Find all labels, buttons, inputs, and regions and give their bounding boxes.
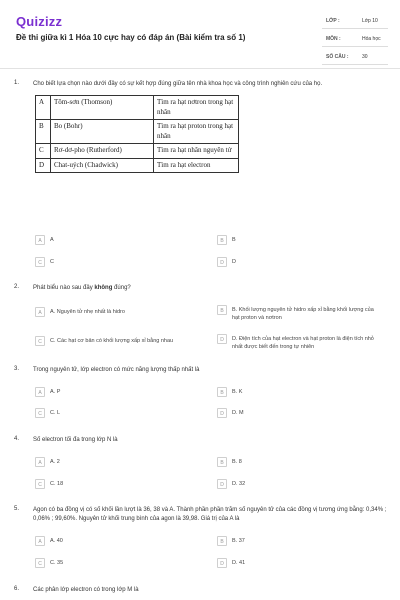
answer-option-b[interactable] [217,536,245,546]
quizizz-logo: Quizizz [16,14,63,29]
table-cell-key: C [36,144,51,159]
option-letter-badge: B [217,457,227,467]
answer-option-c[interactable] [35,558,63,568]
option-letter-badge: A [35,387,45,397]
answer-option-a[interactable] [35,457,60,467]
option-letter-badge: D [217,558,227,568]
option-text: D. 41 [232,560,246,566]
option-text: B [232,237,236,243]
table-row [36,144,239,159]
meta-row-subject [322,32,388,47]
option-letter-badge: A [35,457,45,467]
option-letter-badge: A [35,307,45,317]
option-letter-badge: A [35,235,45,245]
option-letter-badge: B [217,235,227,245]
table-row [36,158,239,173]
meta-row-question-count [322,50,388,65]
table-cell-discovery: Tìm ra hạt electron [154,158,239,173]
answer-option-a[interactable] [35,307,210,317]
option-letter-badge: B [217,305,227,315]
table-cell-discovery: Tìm ra hạt proton trong hạt nhân [154,120,239,144]
option-letter-badge: D [217,257,227,267]
answer-option-b[interactable] [217,235,236,245]
answer-option-b[interactable] [217,457,242,467]
option-text: D [232,259,236,265]
answer-option-d[interactable] [217,334,382,350]
table-cell-discovery: Tìm ra hạt nơtron trong hạt nhân [154,96,239,120]
question-number: 6. [14,586,20,592]
table-cell-discovery: Tìm ra hạt nhân nguyên tử [154,144,239,159]
answer-option-c[interactable] [35,479,63,489]
meta-key: MÔN : [326,36,341,42]
option-text: C. Các hạt cơ bản có khối lượng xấp xỉ bằng nhau [50,338,174,344]
option-letter-badge: C [35,257,45,267]
table-cell-scientist: Bo (Bohr) [51,120,154,144]
option-letter-badge: D [217,408,227,418]
option-letter-badge: D [217,479,227,489]
answer-option-b[interactable] [217,387,242,397]
question-text-emphasis: không [94,285,113,291]
table-cell-key: A [36,96,51,120]
table-row [36,120,239,144]
option-text: D. 32 [232,481,246,487]
option-letter-badge: C [35,479,45,489]
question-text [33,284,388,293]
option-text: B. Khối lượng nguyên tử hidro xấp xỉ bằng khối lượng của hạt proton và nơtron [232,307,374,321]
option-text: C [50,259,54,265]
question-number: 4. [14,436,20,442]
option-letter-badge: D [217,334,227,344]
question-number: 3. [14,366,20,372]
answer-option-c[interactable] [35,408,60,418]
question-number: 2. [14,284,20,290]
option-text: B. K [232,389,243,395]
option-text: B. 37 [232,538,245,544]
question-text: Số electron tối đa trong lớp N là [33,437,118,443]
option-letter-badge: B [217,536,227,546]
worksheet-title: Đề thi giữa kì 1 Hóa 10 cực hay có đáp án (Bài kiểm tra số 1) [16,33,246,42]
table-row [36,96,239,120]
meta-key: LỚP : [326,18,340,24]
option-text: D. M [232,410,244,416]
question-number: 5. [14,506,20,512]
meta-value: Lớp 10 [362,18,378,24]
scientist-table [35,95,239,173]
meta-value: 30 [362,54,368,60]
option-letter-badge: A [35,536,45,546]
table-cell-scientist: Tôm-sơn (Thomson) [51,96,154,120]
table-cell-key: D [36,158,51,173]
meta-panel [322,14,388,68]
answer-option-c[interactable] [35,257,54,267]
option-text: B. 8 [232,459,242,465]
meta-value: Hóa học [362,36,381,42]
option-letter-badge: C [35,558,45,568]
option-text: C. 18 [50,481,64,487]
answer-option-d[interactable] [217,558,245,568]
option-text: D. Điện tích của hạt electron và hạt proton là điện tích nhỏ nhất được biết đến trong tự nhiên [232,336,374,350]
header-divider [0,68,400,69]
table-cell-key: B [36,120,51,144]
answer-option-d[interactable] [217,257,236,267]
option-text: C. 35 [50,560,64,566]
answer-option-d[interactable] [217,479,245,489]
answer-option-c[interactable] [35,336,220,346]
question-text: Các phân lớp electron có trong lớp M là [33,587,139,593]
meta-key: SỐ CÂU : [326,54,349,60]
answer-option-a[interactable] [35,235,54,245]
option-text: A. 2 [50,459,60,465]
option-letter-badge: C [35,408,45,418]
question-text-part: Phát biểu nào sau đây [33,285,95,291]
question-text: Trong nguyên tử, lớp electron có mức năng lượng thấp nhất là [33,367,200,373]
question-text-part: đúng? [112,285,131,291]
answer-option-a[interactable] [35,536,63,546]
table-cell-scientist: Rơ-dơ-pho (Rutherford) [51,144,154,159]
answer-option-d[interactable] [217,408,244,418]
option-letter-badge: C [35,336,45,346]
option-text: A [50,237,54,243]
option-letter-badge: B [217,387,227,397]
option-text: A. P [50,389,61,395]
option-text: C. L [50,410,61,416]
answer-option-a[interactable] [35,387,60,397]
table-cell-scientist: Chat-uých (Chadwick) [51,158,154,173]
question-text: Cho biết lựa chọn nào dưới đây có sự kết hợp đúng giữa tên nhà khoa học và công trình nghiên cứu của họ. [33,81,323,87]
option-text: A. Nguyên tử nhẹ nhất là hidro [50,309,125,315]
answer-option-b[interactable] [217,305,382,321]
question-number: 1. [14,80,20,86]
meta-row-class [322,14,388,29]
question-text: Agon có ba đồng vị có số khối lần lượt là 36, 38 và A. Thành phần phần trăm số nguyên tử của các đồng vị tương ứng bằng: 0,34% ; 0,06% ; 99,60%. Nguyên tử khối trung bình của agon là 39,98. Giá trị của A là [33,507,387,522]
option-text: A. 40 [50,538,63,544]
